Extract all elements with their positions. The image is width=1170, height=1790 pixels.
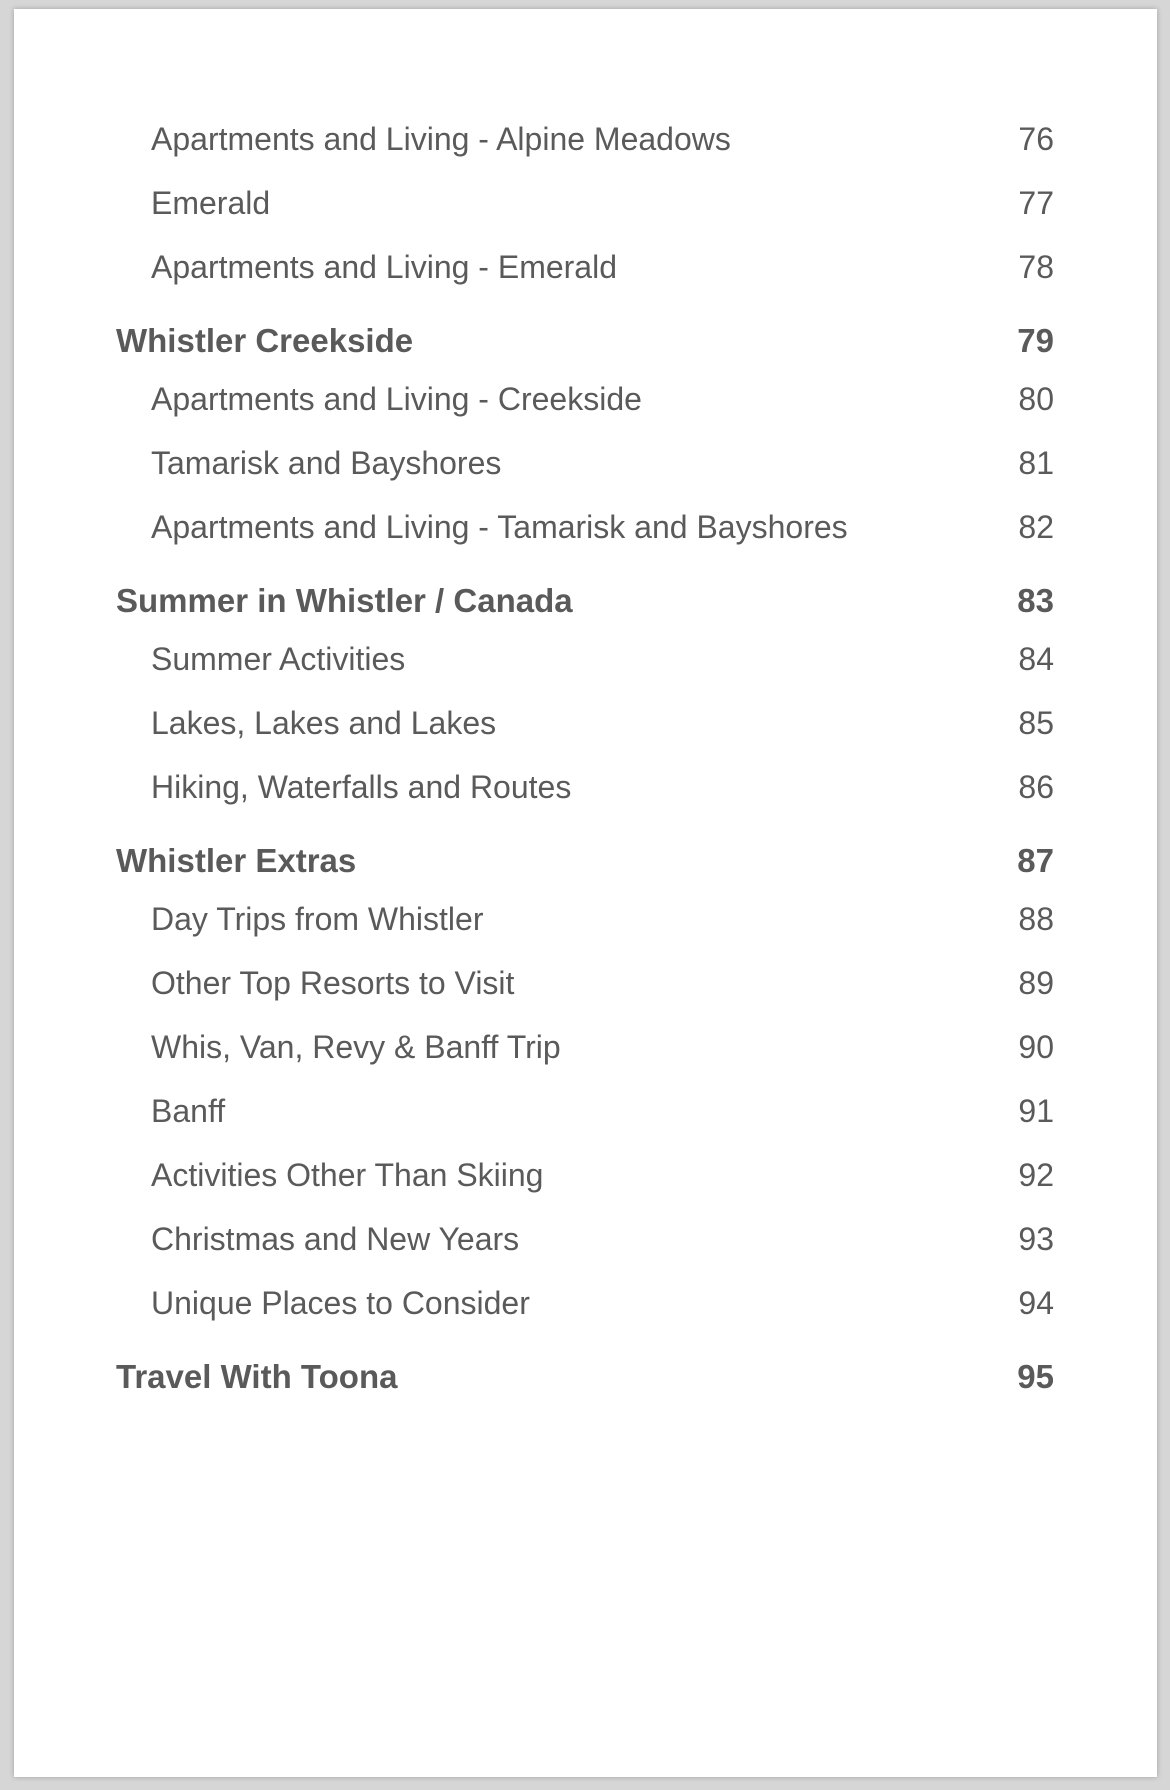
toc-entry-title: Hiking, Waterfalls and Routes <box>151 769 572 805</box>
toc-entry-page: 85 <box>1018 705 1054 741</box>
toc-entry[interactable] <box>14 1081 1157 1145</box>
table-of-contents <box>14 109 1157 1405</box>
toc-entry-title: Summer Activities <box>151 641 406 677</box>
toc-section-title: Whistler Extras <box>116 842 357 879</box>
toc-section-entry[interactable] <box>14 821 1157 889</box>
document-page <box>14 9 1157 1777</box>
toc-entry[interactable] <box>14 173 1157 237</box>
toc-entry-page: 92 <box>1018 1157 1054 1193</box>
toc-entry-page: 93 <box>1018 1221 1054 1257</box>
toc-entry-page: 88 <box>1018 901 1054 937</box>
toc-section-title: Travel With Toona <box>116 1358 398 1395</box>
toc-section-title: Summer in Whistler / Canada <box>116 582 573 619</box>
toc-entry-title: Other Top Resorts to Visit <box>151 965 515 1001</box>
toc-entry-page: 80 <box>1018 381 1054 417</box>
toc-section-entry[interactable] <box>14 1337 1157 1405</box>
toc-entry-title: Tamarisk and Bayshores <box>151 445 502 481</box>
toc-section-page: 79 <box>1017 322 1054 359</box>
toc-section-page: 83 <box>1017 582 1054 619</box>
toc-entry-title: Unique Places to Consider <box>151 1285 530 1321</box>
toc-section-page: 87 <box>1017 842 1054 879</box>
toc-entry-title: Banff <box>151 1093 226 1129</box>
toc-entry[interactable] <box>14 369 1157 433</box>
toc-entry[interactable] <box>14 889 1157 953</box>
toc-entry-title: Apartments and Living - Alpine Meadows <box>151 121 731 157</box>
toc-entry-page: 84 <box>1018 641 1054 677</box>
toc-entry-page: 89 <box>1018 965 1054 1001</box>
toc-entry[interactable] <box>14 693 1157 757</box>
toc-entry[interactable] <box>14 1017 1157 1081</box>
toc-section-page: 95 <box>1017 1358 1054 1395</box>
toc-section-entry[interactable] <box>14 301 1157 369</box>
toc-entry-page: 76 <box>1018 121 1054 157</box>
toc-entry[interactable] <box>14 953 1157 1017</box>
toc-section-entry[interactable] <box>14 561 1157 629</box>
toc-entry[interactable] <box>14 1209 1157 1273</box>
toc-entry[interactable] <box>14 629 1157 693</box>
toc-entry-page: 82 <box>1018 509 1054 545</box>
toc-entry[interactable] <box>14 433 1157 497</box>
toc-entry[interactable] <box>14 109 1157 173</box>
toc-entry-title: Lakes, Lakes and Lakes <box>151 705 497 741</box>
toc-entry-title: Emerald <box>151 185 271 221</box>
toc-entry-title: Activities Other Than Skiing <box>151 1157 544 1193</box>
toc-entry[interactable] <box>14 1145 1157 1209</box>
toc-entry-title: Apartments and Living - Creekside <box>151 381 642 417</box>
toc-entry-page: 90 <box>1018 1029 1054 1065</box>
toc-entry-page: 86 <box>1018 769 1054 805</box>
toc-entry[interactable] <box>14 1273 1157 1337</box>
toc-entry-page: 78 <box>1018 249 1054 285</box>
toc-entry-title: Whis, Van, Revy & Banff Trip <box>151 1029 561 1065</box>
toc-section-title: Whistler Creekside <box>116 322 414 359</box>
toc-entry[interactable] <box>14 497 1157 561</box>
toc-entry[interactable] <box>14 757 1157 821</box>
toc-entry-title: Christmas and New Years <box>151 1221 520 1257</box>
toc-entry-page: 91 <box>1018 1093 1054 1129</box>
toc-entry-page: 94 <box>1018 1285 1054 1321</box>
toc-entry-title: Apartments and Living - Emerald <box>151 249 617 285</box>
toc-entry-title: Day Trips from Whistler <box>151 901 484 937</box>
toc-entry[interactable] <box>14 237 1157 301</box>
toc-entry-page: 81 <box>1018 445 1054 481</box>
toc-entry-page: 77 <box>1018 185 1054 221</box>
toc-entry-title: Apartments and Living - Tamarisk and Bayshores <box>151 509 848 545</box>
